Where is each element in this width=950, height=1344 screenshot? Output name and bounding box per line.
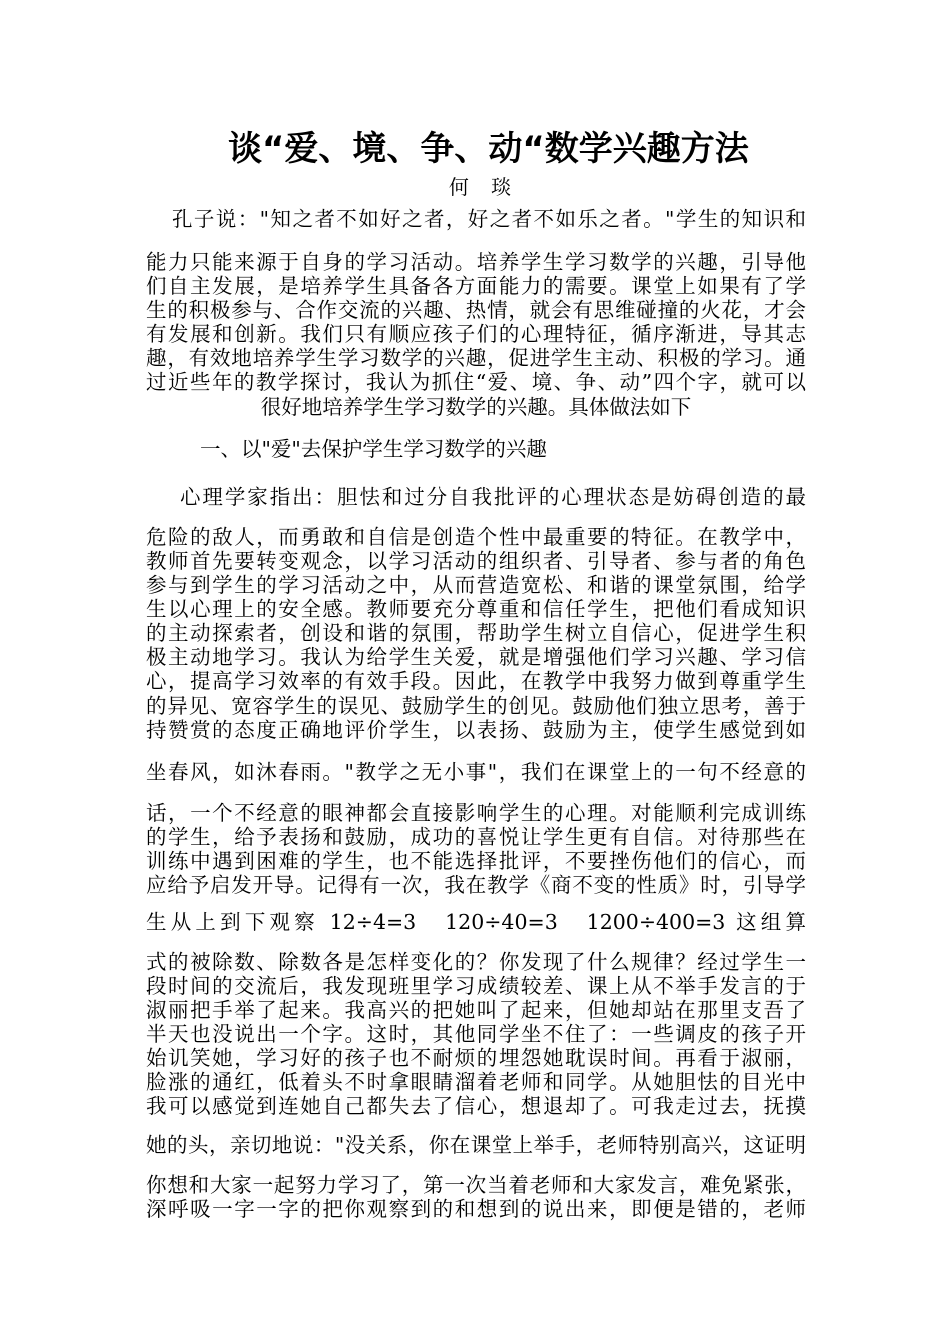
paragraph-line: 过近些年的教学探讨，我认为抓住“爱、境、争、动”四个字，就可以 xyxy=(146,370,806,394)
paragraph-line: 她的头，亲切地说："没关系，你在课堂上举手，老师特别高兴，这证明 xyxy=(146,1133,806,1157)
paragraph-line: 训练中遇到困难的学生，也不能选择批评，不要挫伤他们的信心，而 xyxy=(146,849,806,873)
paragraph-line: 持赞赏的态度正确地评价学生，以表扬、鼓励为主，使学生感觉到如 xyxy=(146,718,806,742)
paragraph-line: 孔子说："知之者不如好之者，好之者不如乐之者。"学生的知识和 xyxy=(172,207,806,231)
paragraph-line: 深呼吸一字一字的把你观察到的和想到的说出来，即便是错的，老师 xyxy=(146,1197,806,1221)
paragraph-line: 应给予启发开导。记得有一次，我在教学《商不变的性质》时，引导学 xyxy=(146,873,806,897)
document-author: 何 琰 xyxy=(448,175,520,199)
paragraph-line: 极主动地学习。我认为给学生关爱，就是增强他们学习兴趣、学习信 xyxy=(146,645,806,669)
paragraph-line: 很好地培养学生学习数学的兴趣。具体做法如下 xyxy=(260,395,692,419)
paragraph-line: 脸涨的通红，低着头不时拿眼睛溜着老师和同学。从她胆怯的目光中 xyxy=(146,1070,806,1094)
paragraph-line: 始讥笑她，学习好的孩子也不耐烦的埋怨她耽误时间。再看于淑丽， xyxy=(146,1046,806,1070)
paragraph-line: 我可以感觉到连她自己都失去了信心，想退却了。可我走过去，抚摸 xyxy=(146,1094,806,1118)
paragraph-line: 的学生，给予表扬和鼓励，成功的喜悦让学生更有自信。对待那些在 xyxy=(146,825,806,849)
paragraph-line: 心理学家指出：胆怯和过分自我批评的心理状态是妨碍创造的最 xyxy=(180,485,806,509)
paragraph-line: 趣，有效地培养学生学习数学的兴趣，促进学生主动、积极的学习。通 xyxy=(146,346,806,370)
paragraph-line: 们自主发展，是培养学生具备各方面能力的需要。课堂上如果有了学 xyxy=(146,274,806,298)
paragraph-line: 生从上到下观察 12÷4=3 120÷40=3 1200÷400=3 这组算 xyxy=(146,910,806,934)
document-title: 谈“爱、境、争、动“数学兴趣方法 xyxy=(228,129,749,169)
paragraph-line: 生的积极参与、合作交流的兴趣、热情，就会有思维碰撞的火花，才会 xyxy=(146,298,806,322)
paragraph-line: 参与到学生的学习活动之中，从而营造宽松、和谐的课堂氛围，给学 xyxy=(146,573,806,597)
paragraph-line: 式的被除数、除数各是怎样变化的？你发现了什么规律？经过学生一 xyxy=(146,950,806,974)
paragraph-line: 有发展和创新。我们只有顺应孩子们的心理特征，循序渐进，导其志 xyxy=(146,322,806,346)
paragraph-line: 淑丽把手举了起来。我高兴的把她叫了起来，但她却站在那里支吾了 xyxy=(146,998,806,1022)
paragraph-line: 坐春风，如沐春雨。"教学之无小事"，我们在课堂上的一句不经意的 xyxy=(146,760,806,784)
paragraph-line: 你想和大家一起努力学习了，第一次当着老师和大家发言，难免紧张， xyxy=(146,1173,806,1197)
paragraph-line: 的主动探索者，创设和谐的氛围，帮助学生树立自信心，促进学生积 xyxy=(146,621,806,645)
paragraph-line: 能力只能来源于自身的学习活动。培养学生学习数学的兴趣，引导他 xyxy=(146,250,806,274)
paragraph-line: 心，提高学习效率的有效手段。因此，在教学中我努力做到尊重学生 xyxy=(146,669,806,693)
paragraph-line: 危险的敌人，而勇敢和自信是创造个性中最重要的特征。在教学中， xyxy=(146,525,806,549)
paragraph-line: 的异见、宽容学生的误见、鼓励学生的创见。鼓励他们独立思考，善于 xyxy=(146,694,806,718)
paragraph-line: 半天也没说出一个字。这时，其他同学坐不住了：一些调皮的孩子开 xyxy=(146,1022,806,1046)
paragraph-line: 教师首先要转变观念，以学习活动的组织者、引导者、参与者的角色 xyxy=(146,549,806,573)
paragraph-line: 段时间的交流后，我发现班里学习成绩较差、课上从不举手发言的于 xyxy=(146,974,806,998)
paragraph-line: 话，一个不经意的眼神都会直接影响学生的心理。对能顺利完成训练 xyxy=(146,801,806,825)
section-heading: 一、以"爱"去保护学生学习数学的兴趣 xyxy=(200,437,547,461)
paragraph-line: 生以心理上的安全感。教师要充分尊重和信任学生，把他们看成知识 xyxy=(146,597,806,621)
